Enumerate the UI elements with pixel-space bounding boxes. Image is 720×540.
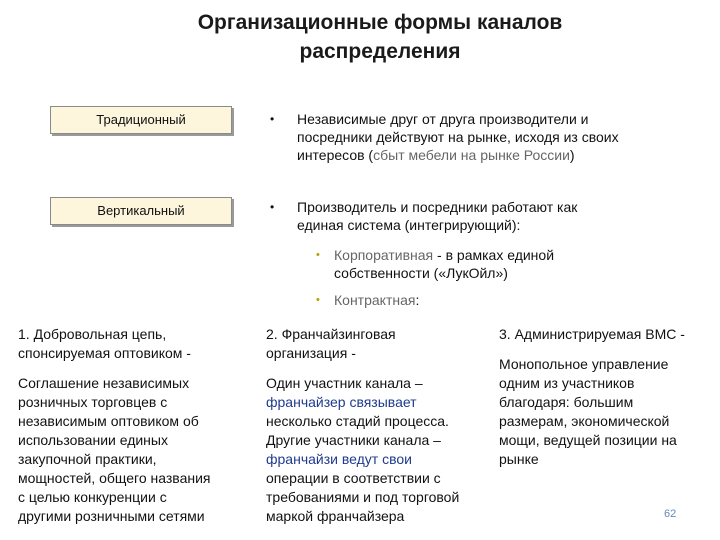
corporate-bullet-icon: • [316,249,320,261]
traditional-line-3a: интересов ( [297,147,374,163]
col1-body-7: другими розничными сетями [18,508,205,524]
vertical-description [297,198,697,234]
vertical-bullet-icon: • [270,200,275,214]
contractual-term: Контрактная [334,292,416,308]
col1-body-6: с целью конкуренции с [18,489,167,505]
vertical-label-box: Вертикальный [50,197,232,225]
col1-body-2: независимым оптовиком об [18,413,199,429]
column-franchise [266,325,496,526]
traditional-bullet-icon: • [270,112,275,126]
corporate-line-2: собственности («ЛукОйл») [334,265,508,281]
col1-body-5: мощностей, общего названия [18,470,211,486]
col3-heading: 3. Администрируемая ВМС - [499,326,685,342]
title-line-2: распределения [299,40,461,63]
col3-body-0: Монопольное управление [499,356,669,372]
col1-heading-1: 1. Добровольная цепь, [18,326,167,342]
col1-body-3: использовании единых [18,432,168,448]
traditional-label-box: Традиционный [50,106,232,134]
col3-body-5: рынке [499,451,539,467]
page-number: 62 [664,508,677,520]
col2-body-5: операции в соответствии с [266,470,441,486]
col3-body-3: размерам, экономической [499,413,670,429]
col2-body-4: франчайзи ведут свои [266,451,412,467]
col3-body-2: благодаря: большим [499,394,634,410]
contractual-colon: : [415,292,420,308]
col2-body-7: маркой франчайзера [266,508,405,524]
vertical-line-1: Производитель и посредники работают как [297,199,578,215]
col2-body-0: Один участник канала – [266,375,423,391]
column-voluntary-chain [18,325,250,526]
col1-body-4: закупочной практики, [18,451,157,467]
title-line-1: Организационные формы каналов [197,11,563,34]
col1-heading-2: спонсируемая оптовиком - [18,345,191,361]
col1-body-1: розничных торговцев с [18,394,168,410]
contractual-bullet-icon: • [316,294,320,306]
contractual-description [334,291,694,309]
col2-body-2: несколько стадий процесса. [266,413,449,429]
col3-body-1: одним из участников [499,375,635,391]
traditional-description [297,110,697,164]
col3-body-4: мощи, ведущей позиции на [499,432,677,448]
corporate-line-1b: - в рамках единой [433,247,555,263]
col2-body-3: Другие участники канала – [266,432,441,448]
corporate-line-1 [334,246,694,264]
corporate-term: Корпоративная [334,247,434,263]
traditional-line-3 [297,146,697,164]
traditional-line-2: посредники действуют на рынке, исходя из своих [297,129,619,145]
column-administered-vms [499,325,714,469]
corporate-description [334,246,694,282]
traditional-line-3c: ) [569,147,575,163]
col2-heading-2: организация - [266,345,356,361]
slide-title [140,8,620,66]
traditional-example: сбыт мебели на рынке России [373,147,570,163]
col2-body-1: франчайзер связывает [266,394,417,410]
col1-body-0: Соглашение независимых [18,375,190,391]
vertical-line-2: единая система (интегрирующий): [297,217,521,233]
col2-heading-1: 2. Франчайзинговая [266,326,396,342]
col2-body-6: требованиями и под торговой [266,489,460,505]
traditional-line-1: Независимые друг от друга производители и [297,111,589,127]
